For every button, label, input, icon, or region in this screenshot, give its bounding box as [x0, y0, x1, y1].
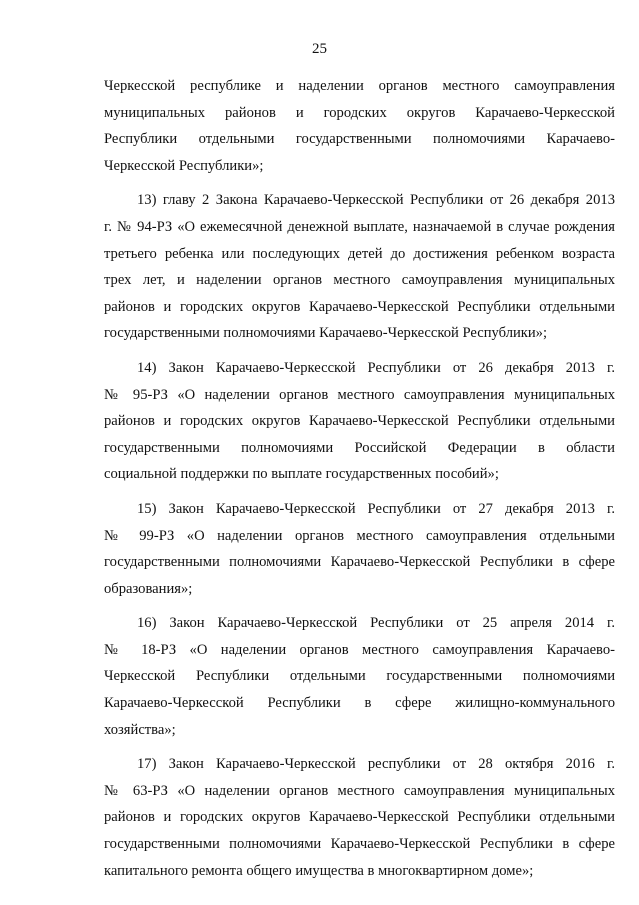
text-line: 16) Закон Карачаево-Черкесской Республики от 25 апреля 2014 г.: [137, 615, 615, 632]
text-line: № 99-РЗ «О наделении органов местного самоуправления отдельными: [104, 527, 615, 544]
text-line: 14) Закон Карачаево-Черкесской Республики от 26 декабря 2013 г.: [137, 359, 615, 376]
text-line: Черкесской Республики»;: [104, 157, 264, 174]
text-line: муниципальных районов и городских округов Карачаево-Черкесской: [104, 104, 615, 121]
text-line: Черкесской Республики отдельными государственными полномочиями: [104, 668, 615, 685]
paragraph-item-13: [104, 187, 615, 347]
text-line: трех лет, и наделении органов местного самоуправления муниципальных: [104, 272, 615, 289]
text-line: 15) Закон Карачаево-Черкесской Республики от 27 декабря 2013 г.: [137, 500, 615, 517]
text-line: № 63-РЗ «О наделении органов местного самоуправления муниципальных: [104, 782, 615, 799]
text-line: социальной поддержки по выплате государственных пособий»;: [104, 466, 499, 483]
page-number: 25: [312, 41, 327, 57]
text-line: государственными полномочиями Карачаево-Черкесской Республики в сфере: [104, 836, 615, 853]
text-line: г. № 94-РЗ «О ежемесячной денежной выплате, назначаемой в случае рождения: [104, 218, 615, 235]
paragraph-continuation: [104, 73, 615, 179]
text-line: Черкесской республике и наделении органов местного самоуправления: [104, 78, 615, 94]
paragraph-item-15: [104, 496, 615, 602]
text-line: третьего ребенка или последующих детей до достижения ребенком возраста: [104, 245, 615, 262]
text-line: районов и городских округов Карачаево-Черкесской Республики отдельными: [104, 413, 615, 430]
text-line: капитального ремонта общего имущества в многоквартирном доме»;: [104, 862, 534, 879]
text-line: государственными полномочиями Карачаево-Черкесской Республики в сфере: [104, 554, 615, 571]
text-line: Республики отдельными государственными полномочиями Карачаево-: [104, 131, 615, 148]
text-line: государственными полномочиями Карачаево-Черкесской Республики»;: [104, 325, 548, 342]
text-line: государственными полномочиями Российской Федерации в области: [104, 439, 615, 456]
text-line: хозяйства»;: [104, 721, 176, 738]
text-line: № 18-РЗ «О наделении органов местного самоуправления Карачаево-: [104, 641, 615, 658]
text-line: районов и городских округов Карачаево-Черкесской Республики отдельными: [104, 809, 615, 826]
document-body: [104, 73, 615, 884]
paragraph-item-14: [104, 355, 615, 488]
paragraph-item-16: [104, 610, 615, 743]
text-line: 17) Закон Карачаево-Черкесской республики от 28 октября 2016 г.: [137, 756, 615, 773]
text-line: образования»;: [104, 580, 193, 597]
text-line: 13) главу 2 Закона Карачаево-Черкесской Республики от 26 декабря 2013: [137, 192, 615, 209]
text-line: Карачаево-Черкесской Республики в сфере жилищно-коммунального: [104, 695, 615, 712]
text-line: районов и городских округов Карачаево-Черкесской Республики отдельными: [104, 298, 615, 315]
text-line: № 95-РЗ «О наделении органов местного самоуправления муниципальных: [104, 386, 615, 403]
paragraph-item-17: [104, 751, 615, 884]
